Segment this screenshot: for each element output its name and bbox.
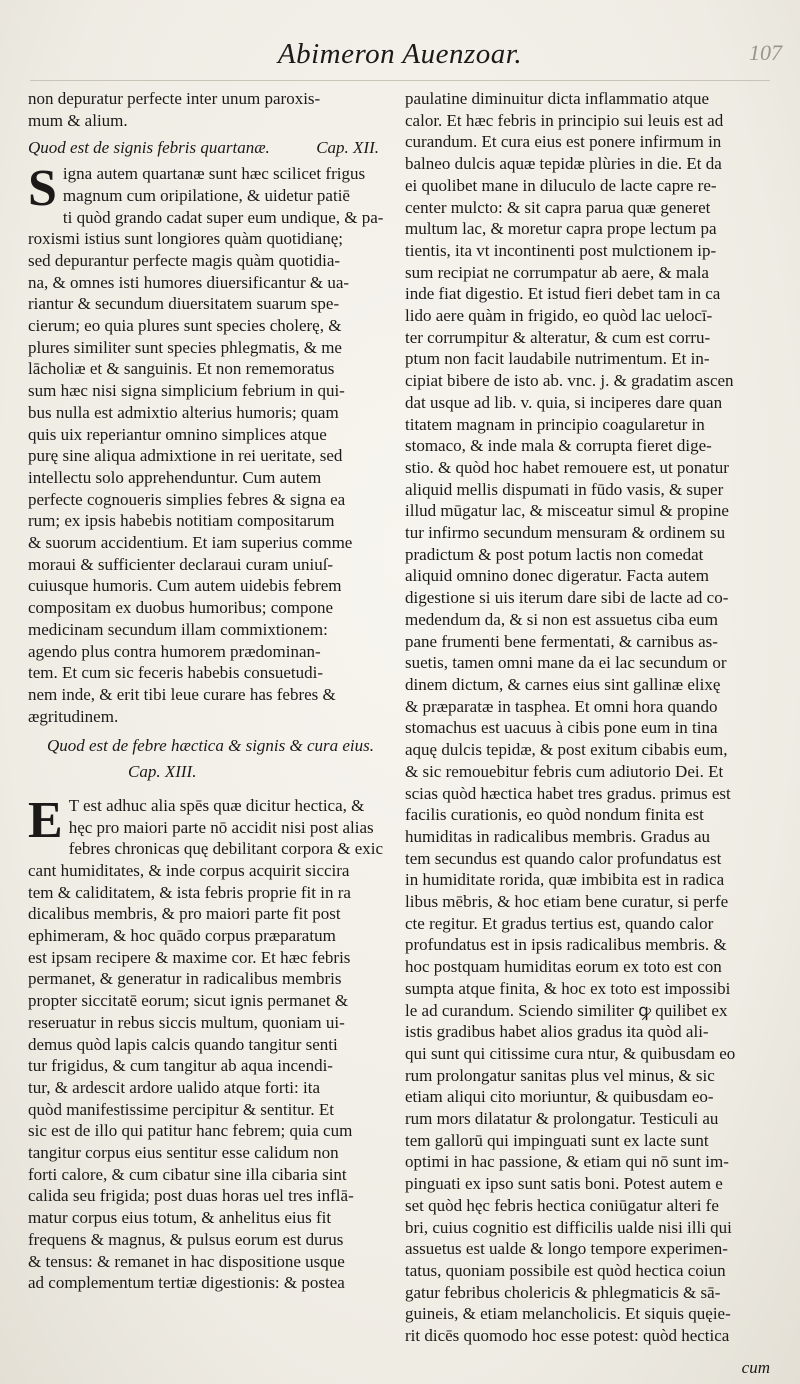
- text-line: stio. & quòd hoc habet remouere est, ut ponatur: [405, 457, 729, 477]
- text-line: istis gradibus habet alios gradus ita quòd ali-: [405, 1022, 709, 1042]
- text-line: medendum da, & si non est assuetus ciba eum: [405, 609, 719, 629]
- text-line: hoc postquam humiditas eorum ex toto est con: [405, 957, 722, 977]
- running-title: Abimeron Auenzoar.: [277, 38, 523, 70]
- text-line: ad complementum tertiæ digestionis: & postea: [28, 1273, 345, 1293]
- text-line: pane frumenti bene fermentati, & carnibus as-: [405, 631, 718, 651]
- text-line: ter corrumpitur & alteratur, & cum est corru-: [405, 327, 711, 347]
- chapter-12-cap: Cap. XII.: [316, 138, 379, 158]
- text-line: titatem magnam in principio coagularetur in: [405, 414, 705, 434]
- text-line: bri, cuius cognitio est difficilis ualde nisi illi qui: [405, 1217, 732, 1237]
- text-line: & suorum accidentium. Et iam superius comme: [28, 533, 353, 553]
- text-line: & sic remouebitur febris cum adiutorio Dei. Et: [405, 761, 724, 781]
- text-line: rum mors dilatatur & prolongatur. Testiculi au: [405, 1109, 719, 1129]
- text-line: sic est de illo qui patitur hanc febrem; quia cum: [28, 1121, 353, 1141]
- chapter-13-body: [28, 791, 393, 1294]
- text-line: non depuratur perfecte inter unum paroxis-: [28, 89, 321, 108]
- chapter-12-heading: [28, 137, 393, 159]
- text-line: sum recipiat ne corrumpatur ab aere, & mala: [405, 262, 709, 282]
- right-column: [405, 88, 765, 1347]
- text-line: & tensus: & remanet in hac dispositione usque: [28, 1251, 345, 1271]
- text-line: facilis curationis, eo quòd nondum finita est: [405, 805, 704, 825]
- text-line: plures similiter sunt species phlegmatis, & me: [28, 337, 342, 357]
- text-line: tangitur corpus eius sentitur esse calidum non: [28, 1143, 339, 1163]
- text-line: riantur & secundum diuersitatem suarum spe-: [28, 294, 340, 314]
- text-line: ephimeram, & hoc quādo corpus præparatum: [28, 926, 336, 946]
- text-line: ti quòd grando cadat super eum undique, & pa-: [62, 207, 384, 227]
- text-line: humiditas in radicalibus membris. Gradus au: [405, 826, 710, 846]
- text-line: inde fiat digestio. Et istud fieri debet tam in ca: [405, 284, 721, 304]
- text-line: etiam aliqui cito moriuntur, & quibusdam eo-: [405, 1087, 714, 1107]
- text-line: est ipsam recipere & maxime cor. Et hæc febris: [28, 947, 351, 967]
- text-line: gatur febribus cholericis & phlegmaticis & sā-: [405, 1282, 721, 1302]
- text-line: purę sine aliqua admixtione in rei ueritate, sed: [28, 446, 343, 466]
- text-line: set quòd hęc febris hectica coniūgatur alteri fe: [405, 1195, 719, 1215]
- text-line: guineis, & etiam melancholicis. Et siquis quęie-: [405, 1304, 731, 1324]
- text-line: dinem dictum, & carnes eius sint gallinæ elixę: [405, 674, 721, 694]
- text-line: lido aere quàm in frigido, eo quòd lac uelocī-: [405, 306, 713, 326]
- text-line: assuetus est ualde & longo tempore experimen-: [405, 1239, 728, 1259]
- text-line: pinguati ex ipso sunt satis boni. Potest autem e: [405, 1174, 723, 1194]
- text-line: tem. Et cum sic feceris habebis consuetudi-: [28, 663, 324, 683]
- text-line: moraui & sufficienter declaraui curam uniuſ-: [28, 554, 334, 574]
- text-line: illud mūgatur lac, & misceatur simul & propine: [405, 501, 729, 521]
- header-rule: [30, 80, 770, 81]
- chapter-12-title: Quod est de signis febris quartanæ.: [28, 138, 270, 158]
- text-line: compositam ex duobus humoribus; compone: [28, 598, 334, 618]
- text-line: frequens & magnus, & pulsus eorum est durus: [28, 1229, 344, 1249]
- text-line: pradictum & post potum lactis non comedat: [405, 544, 704, 564]
- text-line: tur frigidus, & cum tangitur ab aqua incendi-: [28, 1056, 333, 1076]
- text-line: paulatine diminuitur dicta inflammatio atque: [405, 89, 710, 108]
- chapter-13-title: Quod est de febre hæctica & signis & cura eius.: [46, 736, 375, 756]
- text-line: intellectu solo apprehenduntur. Cum autem: [28, 467, 322, 487]
- text-line: quòd manifestissime percipitur & sentitur. Et: [28, 1099, 334, 1119]
- text-line: bus nulla est admixtio alterius humoris; quam: [28, 402, 339, 422]
- text-line: nem inde, & erit tibi leue curare has febres &: [28, 684, 336, 704]
- text-line: cuiusque humoris. Cum autem uidebis febrem: [28, 576, 342, 596]
- text-line: & præparatæ in tasphea. Et omni hora quando: [405, 696, 718, 716]
- text-line: sed depurantur perfecte magis quàm quotidia-: [28, 250, 341, 270]
- text-line: ægritudinem.: [28, 706, 119, 726]
- text-line: center mulcto: & sit capra parua quæ generet: [405, 197, 711, 217]
- text-line: reseruatur in rebus siccis multum, quoniam ui-: [28, 1012, 345, 1032]
- text-line: digestione si uis iterum dare sibi de lacte ad co-: [405, 588, 729, 608]
- chapter-13-cap: Cap. XIII.: [128, 762, 197, 782]
- text-line: optimi in hac passione, & etiam qui nō sunt im-: [405, 1152, 729, 1172]
- text-line: perfecte cognoueris simplies febres & signa ea: [28, 489, 346, 509]
- text-line: medicinam secundum illam commixtionem:: [28, 619, 328, 639]
- text-line: tientis, ita vt incontinenti post mulctionem ip-: [405, 240, 717, 260]
- text-line: suetis, tamen omni mane da ei lac secundum or: [405, 653, 727, 673]
- text-line: dat usque ad lib. v. quia, si inciperes dare quan: [405, 392, 723, 412]
- folio-number: 107: [749, 40, 782, 65]
- text-line: T est adhuc alia spēs quæ dicitur hectica, &: [68, 795, 365, 815]
- text-line: tur, & ardescit ardore ualido atque forti: ita: [28, 1077, 320, 1097]
- catchword: cum: [741, 1358, 770, 1377]
- text-line: forti calore, & cum cibatur sine illa cibaria sint: [28, 1164, 347, 1184]
- text-line: propter siccitatē eorum; sicut ignis permanet &: [28, 991, 349, 1011]
- text-line: libus mēbris, & hoc etiam bene curatur, si perfe: [405, 892, 729, 912]
- text-line: rit dicēs quomodo hoc esse potest: quòd hectica: [405, 1326, 730, 1346]
- text-line: stomaco, & inde mala & corrupta fieret dige-: [405, 436, 712, 456]
- text-line: tem gallorū qui impinguati sunt ex lacte sunt: [405, 1130, 709, 1150]
- text-line: cipiat bibere de isto ab. vnc. j. & gradatim ascen: [405, 371, 734, 391]
- text-line: cierum; eo quia plures sunt species cholerę, &: [28, 316, 342, 336]
- text-line: rum; ex ipsis habebis notitiam compositarum: [28, 511, 335, 531]
- text-line: ei quolibet mane in diluculo de lacte capre re-: [405, 175, 717, 195]
- text-line: aquę dulcis tepidæ, & post exitum cibabis eum,: [405, 740, 728, 760]
- text-line: magnum cum oripilatione, & uidetur patiē: [62, 185, 350, 205]
- text-line: igna autem quartanæ sunt hæc scilicet frigus: [62, 164, 366, 184]
- opening-lines: [28, 88, 393, 131]
- chapter-12-body: [28, 160, 393, 727]
- text-line: cant humiditates, & inde corpus acquirit siccira: [28, 860, 350, 880]
- text-line: febres chronicas quę debilitant corpora & exic: [68, 839, 384, 859]
- text-line: tur infirmo secundum mensuram & ordinem su: [405, 523, 726, 543]
- text-line: lācholiæ et & sanguinis. Et non rememoratus: [28, 359, 335, 379]
- text-line: sumpta atque finita, & hoc ex toto est impossibi: [405, 978, 731, 998]
- text-line: agendo plus contra humorem prædominan-: [28, 641, 321, 661]
- text-line: calor. Et hæc febris in principio sui leuis est ad: [405, 110, 724, 130]
- text-line: tem & caliditatem, & ista febris proprie fit in ra: [28, 882, 351, 902]
- text-line: mum & alium.: [28, 110, 128, 130]
- text-line: na, & omnes isti humores diuersificantur & ua-: [28, 272, 350, 292]
- text-line: qui sunt qui citissime cura ntur, & quibusdam eo: [405, 1043, 736, 1063]
- text-line: calida seu frigida; post duas horas uel tres inflā-: [28, 1186, 354, 1206]
- text-line: multum lac, & moretur capra prope lectum pa: [405, 219, 717, 239]
- text-line: quis uix reperiantur omnino simplices atque: [28, 424, 327, 444]
- text-line: in humiditate rorida, quæ imbibita est in radica: [405, 870, 725, 890]
- text-line: roxismi istius sunt longiores quàm quotidianę;: [28, 229, 343, 249]
- chapter-13-dropcap: E: [28, 791, 63, 849]
- text-line: ptum non facit laudabile nutrimentum. Et in-: [405, 349, 710, 369]
- text-line: aliquid mellis dispumati in fūdo vasis, & super: [405, 479, 724, 499]
- text-line: cte regitur. Et gradus tertius est, quando calor: [405, 913, 714, 933]
- text-line: permanet, & generatur in radicalibus membris: [28, 969, 342, 989]
- text-line: sum hæc nisi signa simplicium febrium in qui-: [28, 381, 345, 401]
- text-line: balneo dulcis aquæ tepidæ plùries in die. Et da: [405, 154, 722, 174]
- text-line: stomachus est uacuus à cibis pone eum in tina: [405, 718, 718, 738]
- text-line: tem secundus est quando calor profundatus est: [405, 848, 722, 868]
- text-line: scias quòd hæctica habet tres gradus. primus est: [405, 783, 731, 803]
- text-line: demus quòd lapis calcis quando tangitur senti: [28, 1034, 338, 1054]
- text-line: rum prolongatur sanitas plus vel minus, & sic: [405, 1065, 715, 1085]
- text-line: hęc pro maiori parte nō accidit nisi post alias: [68, 817, 374, 837]
- text-line: dicalibus membris, & pro maiori parte fit post: [28, 904, 341, 924]
- left-column: [28, 88, 393, 1294]
- text-line: profundatus est in ipsis radicalibus membris. &: [405, 935, 727, 955]
- text-line: tatus, quoniam possibile est quòd hectica coiun: [405, 1260, 726, 1280]
- chapter-12-dropcap: S: [28, 160, 57, 218]
- text-line: aliquid omnino donec digeratur. Facta autem: [405, 566, 710, 586]
- text-line: curandum. Et cura eius est ponere infirmum in: [405, 132, 722, 152]
- text-line: le ad curandum. Sciendo similiter ꝙ quilibet ex: [405, 1000, 728, 1020]
- text-line: matur corpus eius totum, & anhelitus eius fit: [28, 1208, 332, 1228]
